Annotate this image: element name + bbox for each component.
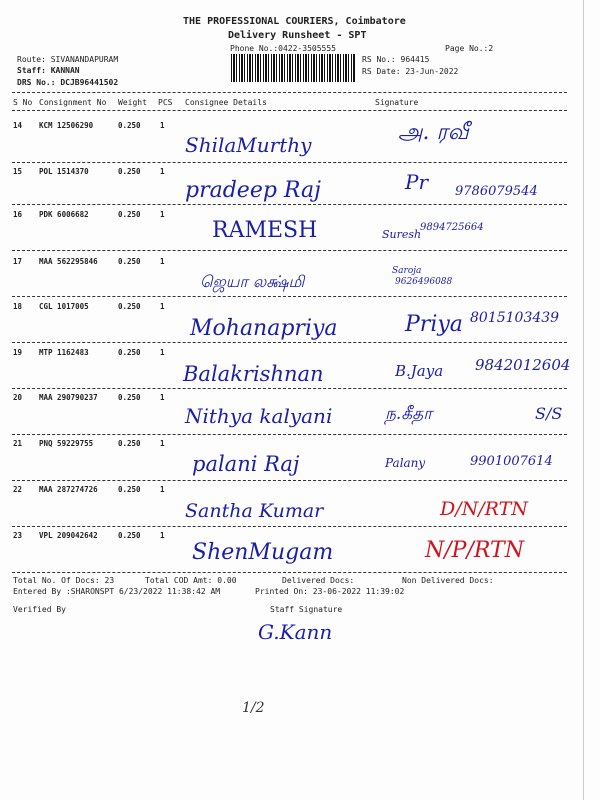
row-pcs: 1 [160,393,165,402]
col-consignee: Consignee Details [185,98,267,107]
divider [12,296,567,297]
row-weight: 0.250 [118,302,141,311]
signature-phone: 9901007614 [470,454,553,469]
row-sno: 15 [13,167,23,176]
consignee-name: RAMESH [212,218,318,243]
rs-number: RS No.: 964415 [362,55,430,64]
row-pcs: 1 [160,210,165,219]
row-sno: 21 [13,439,23,448]
row-consignment: KCM 12506290 [39,121,94,130]
consignee-name: Mohanapriya [190,316,338,341]
rs-date: RS Date: 23-Jun-2022 [362,67,459,76]
signature: Priya [405,312,463,337]
signature: ந.கீதா [385,404,433,424]
row-sno: 16 [13,210,23,219]
signature-mark: S/S [535,404,563,423]
row-sno: 20 [13,393,23,402]
total-cod: Total COD Amt: 0.00 [145,576,237,585]
row-pcs: 1 [160,531,165,540]
non-delivered-docs: Non Delivered Docs: [402,576,494,585]
row-pcs: 1 [160,348,165,357]
col-weight: Weight [118,98,147,107]
staff-signature: G.Kann [258,620,333,644]
row-consignment: MTP 1162483 [39,348,89,357]
row-consignment: PNQ 59229755 [39,439,94,448]
signature: Palany [385,456,426,470]
signature-phone: 9842012604 [475,356,571,374]
row-consignment: VPL 209042642 [39,531,98,540]
row-sno: 14 [13,121,23,130]
row-consignment: MAA 287274726 [39,485,98,494]
printed-on: Printed On: 23-06-2022 11:39:02 [255,587,405,596]
row-consignment: MAA 290790237 [39,393,98,402]
row-consignment: MAA 562295846 [39,257,98,266]
route: Route: SIVANANDAPURAM [17,55,119,64]
runsheet-title: Delivery Runsheet - SPT [228,30,367,41]
signature: B.Jaya [395,362,444,380]
row-weight: 0.250 [118,485,141,494]
divider [12,204,567,205]
row-weight: 0.250 [118,531,141,540]
consignee-name: Santha Kumar [185,500,324,522]
col-sno: S No [13,98,33,107]
verified-by: Verified By [13,605,66,614]
signature-phone: 9626496088 [395,277,453,287]
page-number: Page No.:2 [445,44,494,53]
consignee-name: Balakrishnan [183,362,324,386]
row-pcs: 1 [160,121,165,130]
total-docs: Total No. Of Docs: 23 [13,576,115,585]
consignee-name: ShenMugam [192,540,334,565]
row-pcs: 1 [160,302,165,311]
row-sno: 17 [13,257,23,266]
row-pcs: 1 [160,167,165,176]
consignee-name: pradeep Raj [185,178,321,203]
consignee-name: Nithya kalyani [185,404,333,428]
row-sno: 22 [13,485,23,494]
signature-phone: 9894725664 [420,222,484,233]
barcode-image [231,54,355,82]
staff-signature-label: Staff Signature [270,605,343,614]
signature: Pr [405,170,429,194]
consignee-name: palani Raj [192,452,300,476]
col-consignment: Consignment No [39,98,107,107]
company-name: THE PROFESSIONAL COURIERS, Coimbatore [183,16,406,27]
consignee-name: ShilaMurthy [185,133,312,157]
page-mark: 1/2 [242,700,265,716]
col-signature: Signature [375,98,419,107]
divider [12,110,567,111]
entered-by: Entered By :SHARONSPT 6/23/2022 11:38:42 AM [13,587,221,596]
row-pcs: 1 [160,485,165,494]
signature: N/P/RTN [425,538,524,563]
row-weight: 0.250 [118,121,141,130]
divider [12,162,567,163]
divider [12,480,567,481]
row-weight: 0.250 [118,167,141,176]
row-consignment: CGL 1017005 [39,302,89,311]
divider [12,250,567,251]
divider [12,434,567,435]
drs-number: DRS No.: DCJB96441502 [17,78,119,87]
row-consignment: POL 1514370 [39,167,89,176]
divider [12,342,567,343]
row-sno: 23 [13,531,23,540]
row-sno: 19 [13,348,23,357]
signature: Saroja [392,266,422,276]
col-pcs: PCS [158,98,173,107]
row-weight: 0.250 [118,439,141,448]
row-weight: 0.250 [118,393,141,402]
divider [12,388,567,389]
divider [12,92,567,93]
row-pcs: 1 [160,257,165,266]
signature-phone: 9786079544 [455,184,538,199]
signature: D/N/RTN [440,498,528,520]
row-consignment: PDK 6006682 [39,210,89,219]
staff: Staff: KANNAN [17,66,80,75]
row-pcs: 1 [160,439,165,448]
row-sno: 18 [13,302,23,311]
row-weight: 0.250 [118,257,141,266]
phone-number: Phone No.:0422-3505555 [230,44,336,53]
divider [12,572,567,573]
row-weight: 0.250 [118,348,141,357]
signature: Suresh [382,228,422,241]
signature-phone: 8015103439 [470,310,560,326]
delivered-docs: Delivered Docs: [282,576,355,585]
consignee-name: ஜெயா லக்ஷ்மி [200,272,305,291]
row-weight: 0.250 [118,210,141,219]
page-edge [583,0,584,800]
signature: அ. ரவீ [398,120,469,145]
divider [12,526,567,527]
